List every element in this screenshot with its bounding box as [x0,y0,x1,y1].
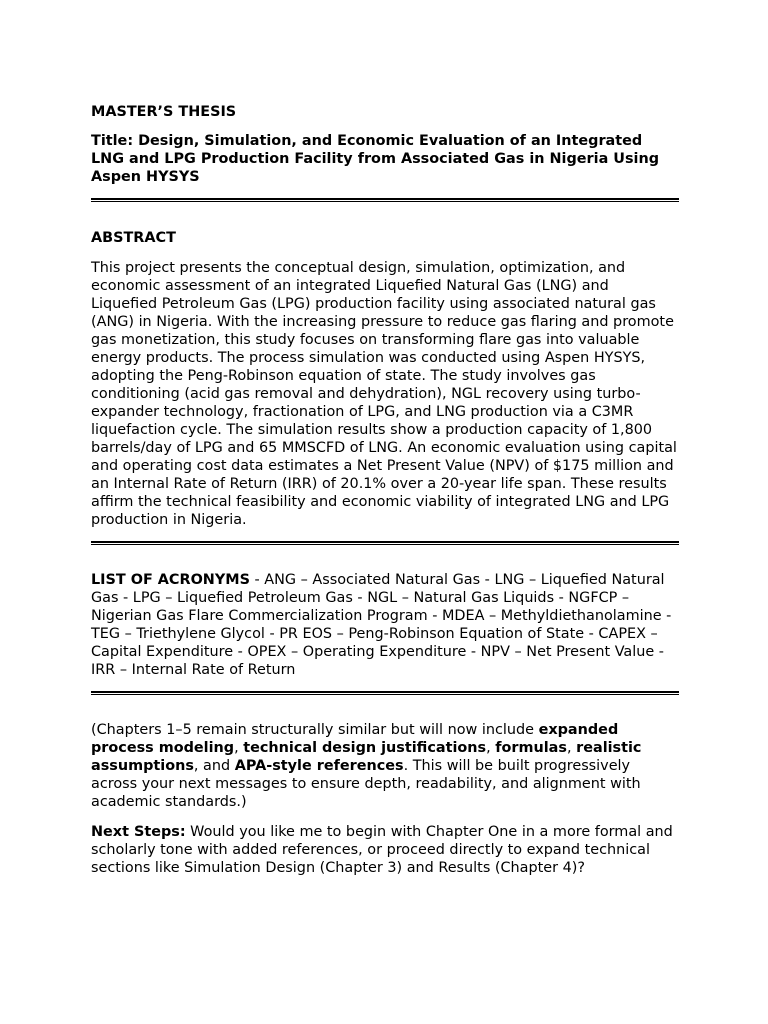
section-divider [91,541,679,545]
abstract-heading: ABSTRACT [91,230,176,246]
note-emphasis: realistic assumptions [91,740,642,774]
note-text: , and [193,758,235,774]
acronyms-heading: LIST OF ACRONYMS [91,572,250,588]
note-emphasis: formulas [495,740,567,756]
note-text: , [566,740,577,756]
acronyms-paragraph [91,571,679,679]
thesis-page [91,103,679,877]
note-emphasis: technical design justifications [243,740,487,756]
next-steps-body: Would you like me to begin with Chapter One in a more formal and scholarly tone with added references, or proceed directly to expand technical sections like Simulation Design (Chapter 3) and Results (Chapter 4)? [91,824,673,876]
next-steps-paragraph [91,823,679,877]
next-steps-label: Next Steps: [91,824,186,840]
note-emphasis: APA-style references [234,758,404,774]
note-text: , [234,740,244,756]
section-divider [91,198,679,202]
note-text: , [486,740,496,756]
note-text: (Chapters 1–5 remain structurally similar but will now include [91,722,539,738]
document-label: MASTER’S THESIS [91,104,237,120]
note-text: . This will be built progressively across your next messages to ensure depth, readability, and alignment with academic standards.) [91,758,641,810]
document-title: Title: Design, Simulation, and Economic Evaluation of an Integrated LNG and LPG Production Facility from Associated Gas in Nigeria Using Aspen HYSYS [91,133,660,185]
abstract-body: This project presents the conceptual design, simulation, optimization, and economic assessment of an integrated Liquefied Natural Gas (LNG) and Liquefied Petroleum Gas (LPG) production facility using associated natural gas (ANG) in Nigeria. With the increasing pressure to reduce gas flaring and promote gas monetization, this study focuses on transforming flare gas into valuable energy products. The process simulation was conducted using Aspen HYSYS, adopting the Peng-Robinson equation of state. The study involves gas conditioning (acid gas removal and dehydration), NGL recovery using turbo-expander technology, fractionation of LPG, and LNG production via a C3MR liquefaction cycle. The simulation results show a production capacity of 1,800 barrels/day of LPG and 65 MMSCFD of LNG. An economic evaluation using capital and operating cost data estimates a Net Present Value (NPV) of $175 million and an Internal Rate of Return (IRR) of 20.1% over a 20-year life span. These results affirm the technical feasibility and economic viability of integrated LNG and LPG production in Nigeria. [91,260,677,528]
chapters-note [91,721,679,811]
section-divider [91,691,679,695]
note-emphasis: expanded process modeling [91,722,619,756]
acronyms-list: - ANG – Associated Natural Gas - LNG – Liquefied Natural Gas - LPG – Liquefied Petroleum Gas - NGL – Natural Gas Liquids - NGFCP – Nigerian Gas Flare Commercialization Program - MDEA – Methyldiethanolamine - TEG – Triethylene Glycol - PR EOS – Peng-Robinson Equation of State - CAPEX – Capital Expenditure - OPEX – Operating Expenditure - NPV – Net Present Value - IRR – Internal Rate of Return [91,572,672,678]
